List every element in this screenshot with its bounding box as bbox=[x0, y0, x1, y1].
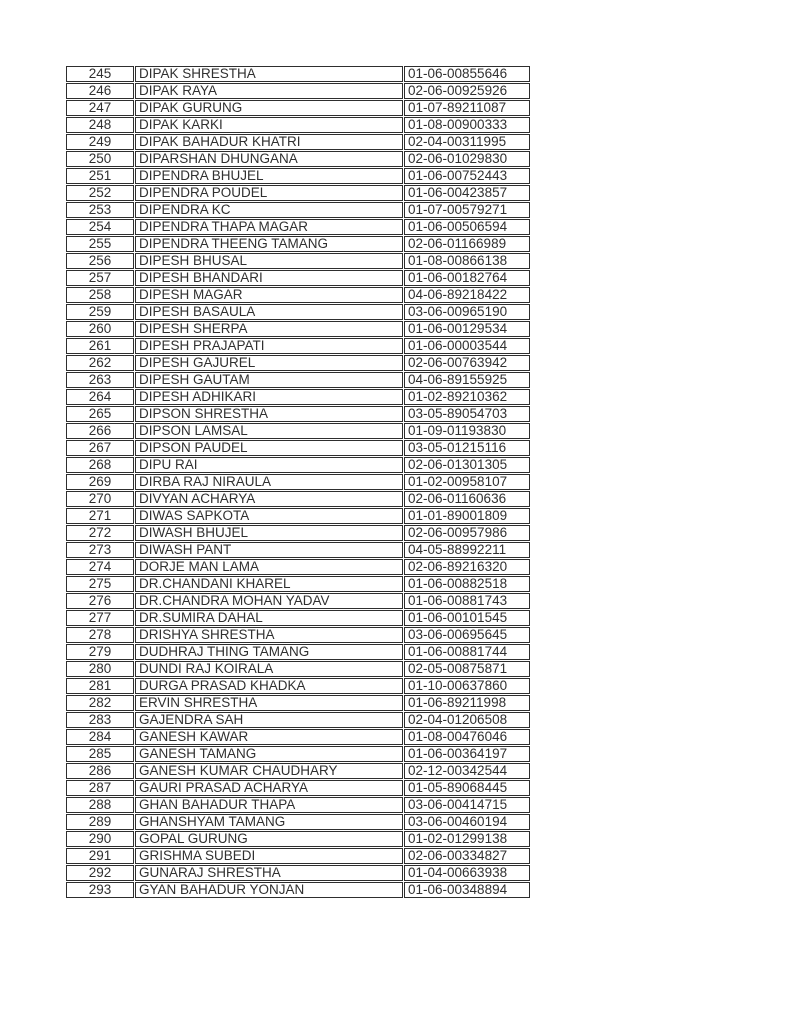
serial-cell: 289 bbox=[66, 814, 134, 830]
table-row bbox=[66, 729, 530, 745]
name-cell: DIVYAN ACHARYA bbox=[135, 491, 403, 507]
table-row bbox=[66, 661, 530, 677]
id-cell: 01-04-00663938 bbox=[404, 865, 530, 881]
name-cell: DR.CHANDANI KHAREL bbox=[135, 576, 403, 592]
serial-cell: 253 bbox=[66, 202, 134, 218]
table-row bbox=[66, 355, 530, 371]
name-cell: DIPSON LAMSAL bbox=[135, 423, 403, 439]
id-cell: 01-02-01299138 bbox=[404, 831, 530, 847]
id-cell: 04-05-88992211 bbox=[404, 542, 530, 558]
table-row bbox=[66, 865, 530, 881]
serial-cell: 285 bbox=[66, 746, 134, 762]
serial-cell: 281 bbox=[66, 678, 134, 694]
table-row bbox=[66, 559, 530, 575]
serial-cell: 251 bbox=[66, 168, 134, 184]
table-row bbox=[66, 712, 530, 728]
name-cell: DIPESH PRAJAPATI bbox=[135, 338, 403, 354]
table-row bbox=[66, 440, 530, 456]
serial-cell: 259 bbox=[66, 304, 134, 320]
serial-cell: 246 bbox=[66, 83, 134, 99]
id-cell: 01-06-00506594 bbox=[404, 219, 530, 235]
name-cell: DIPENDRA THAPA MAGAR bbox=[135, 219, 403, 235]
table-row bbox=[66, 202, 530, 218]
id-cell: 01-06-00881744 bbox=[404, 644, 530, 660]
name-cell: DIPARSHAN DHUNGANA bbox=[135, 151, 403, 167]
table-row bbox=[66, 542, 530, 558]
serial-cell: 250 bbox=[66, 151, 134, 167]
name-cell: DRISHYA SHRESTHA bbox=[135, 627, 403, 643]
table-row bbox=[66, 457, 530, 473]
id-cell: 01-07-89211087 bbox=[404, 100, 530, 116]
table-row bbox=[66, 780, 530, 796]
table-row bbox=[66, 474, 530, 490]
name-cell: GANESH KUMAR CHAUDHARY bbox=[135, 763, 403, 779]
id-cell: 01-06-00182764 bbox=[404, 270, 530, 286]
serial-cell: 274 bbox=[66, 559, 134, 575]
table-row bbox=[66, 338, 530, 354]
name-cell: DIPESH BHUSAL bbox=[135, 253, 403, 269]
serial-cell: 276 bbox=[66, 593, 134, 609]
name-cell: GUNARAJ SHRESTHA bbox=[135, 865, 403, 881]
serial-cell: 245 bbox=[66, 66, 134, 82]
id-cell: 01-09-01193830 bbox=[404, 423, 530, 439]
id-cell: 01-06-00348894 bbox=[404, 882, 530, 898]
table-row bbox=[66, 83, 530, 99]
roster-table-body bbox=[66, 66, 530, 898]
name-cell: DIPESH GAUTAM bbox=[135, 372, 403, 388]
name-cell: DIPSON PAUDEL bbox=[135, 440, 403, 456]
id-cell: 01-05-89068445 bbox=[404, 780, 530, 796]
serial-cell: 267 bbox=[66, 440, 134, 456]
serial-cell: 282 bbox=[66, 695, 134, 711]
name-cell: GAJENDRA SAH bbox=[135, 712, 403, 728]
name-cell: GOPAL GURUNG bbox=[135, 831, 403, 847]
id-cell: 01-06-00129534 bbox=[404, 321, 530, 337]
id-cell: 04-06-89218422 bbox=[404, 287, 530, 303]
serial-cell: 269 bbox=[66, 474, 134, 490]
name-cell: DIPESH BHANDARI bbox=[135, 270, 403, 286]
serial-cell: 271 bbox=[66, 508, 134, 524]
id-cell: 02-06-01160636 bbox=[404, 491, 530, 507]
name-cell: GANESH KAWAR bbox=[135, 729, 403, 745]
table-row bbox=[66, 287, 530, 303]
table-row bbox=[66, 508, 530, 524]
name-cell: DIPESH GAJUREL bbox=[135, 355, 403, 371]
name-cell: DIWASH BHUJEL bbox=[135, 525, 403, 541]
id-cell: 02-06-00957986 bbox=[404, 525, 530, 541]
serial-cell: 280 bbox=[66, 661, 134, 677]
serial-cell: 258 bbox=[66, 287, 134, 303]
id-cell: 03-05-01215116 bbox=[404, 440, 530, 456]
id-cell: 03-06-00460194 bbox=[404, 814, 530, 830]
table-row bbox=[66, 406, 530, 422]
table-row bbox=[66, 151, 530, 167]
id-cell: 01-06-00364197 bbox=[404, 746, 530, 762]
serial-cell: 262 bbox=[66, 355, 134, 371]
serial-cell: 255 bbox=[66, 236, 134, 252]
id-cell: 02-04-00311995 bbox=[404, 134, 530, 150]
serial-cell: 249 bbox=[66, 134, 134, 150]
table-row bbox=[66, 644, 530, 660]
serial-cell: 266 bbox=[66, 423, 134, 439]
id-cell: 02-06-00925926 bbox=[404, 83, 530, 99]
name-cell: GAURI PRASAD ACHARYA bbox=[135, 780, 403, 796]
name-cell: DIPENDRA KC bbox=[135, 202, 403, 218]
table-row bbox=[66, 882, 530, 898]
id-cell: 01-06-00855646 bbox=[404, 66, 530, 82]
table-row bbox=[66, 304, 530, 320]
id-cell: 03-06-00414715 bbox=[404, 797, 530, 813]
id-cell: 02-06-01301305 bbox=[404, 457, 530, 473]
id-cell: 02-06-00763942 bbox=[404, 355, 530, 371]
id-cell: 01-06-00882518 bbox=[404, 576, 530, 592]
id-cell: 01-02-00958107 bbox=[404, 474, 530, 490]
name-cell: DIRBA RAJ NIRAULA bbox=[135, 474, 403, 490]
table-row bbox=[66, 389, 530, 405]
id-cell: 02-06-89216320 bbox=[404, 559, 530, 575]
serial-cell: 279 bbox=[66, 644, 134, 660]
table-row bbox=[66, 831, 530, 847]
id-cell: 01-06-00752443 bbox=[404, 168, 530, 184]
id-cell: 01-06-00881743 bbox=[404, 593, 530, 609]
serial-cell: 275 bbox=[66, 576, 134, 592]
serial-cell: 286 bbox=[66, 763, 134, 779]
table-row bbox=[66, 797, 530, 813]
name-cell: DIPAK KARKI bbox=[135, 117, 403, 133]
id-cell: 03-06-00965190 bbox=[404, 304, 530, 320]
name-cell: ERVIN SHRESTHA bbox=[135, 695, 403, 711]
name-cell: DORJE MAN LAMA bbox=[135, 559, 403, 575]
id-cell: 01-06-00003544 bbox=[404, 338, 530, 354]
name-cell: DIPAK RAYA bbox=[135, 83, 403, 99]
serial-cell: 272 bbox=[66, 525, 134, 541]
id-cell: 04-06-89155925 bbox=[404, 372, 530, 388]
table-row bbox=[66, 491, 530, 507]
serial-cell: 264 bbox=[66, 389, 134, 405]
id-cell: 01-10-00637860 bbox=[404, 678, 530, 694]
name-cell: DIPESH SHERPA bbox=[135, 321, 403, 337]
name-cell: DIPESH BASAULA bbox=[135, 304, 403, 320]
serial-cell: 292 bbox=[66, 865, 134, 881]
serial-cell: 247 bbox=[66, 100, 134, 116]
name-cell: DIWAS SAPKOTA bbox=[135, 508, 403, 524]
name-cell: GRISHMA SUBEDI bbox=[135, 848, 403, 864]
table-row bbox=[66, 525, 530, 541]
name-cell: DIPENDRA BHUJEL bbox=[135, 168, 403, 184]
id-cell: 03-06-00695645 bbox=[404, 627, 530, 643]
table-row bbox=[66, 253, 530, 269]
name-cell: DIPAK SHRESTHA bbox=[135, 66, 403, 82]
table-row bbox=[66, 66, 530, 82]
id-cell: 01-06-89211998 bbox=[404, 695, 530, 711]
table-row bbox=[66, 117, 530, 133]
table-row bbox=[66, 372, 530, 388]
name-cell: DURGA PRASAD KHADKA bbox=[135, 678, 403, 694]
name-cell: GYAN BAHADUR YONJAN bbox=[135, 882, 403, 898]
name-cell: DR.CHANDRA MOHAN YADAV bbox=[135, 593, 403, 609]
table-row bbox=[66, 763, 530, 779]
serial-cell: 252 bbox=[66, 185, 134, 201]
serial-cell: 273 bbox=[66, 542, 134, 558]
serial-cell: 257 bbox=[66, 270, 134, 286]
name-cell: DIPAK GURUNG bbox=[135, 100, 403, 116]
name-cell: GHAN BAHADUR THAPA bbox=[135, 797, 403, 813]
id-cell: 02-12-00342544 bbox=[404, 763, 530, 779]
roster-table bbox=[65, 65, 531, 899]
table-row bbox=[66, 576, 530, 592]
serial-cell: 263 bbox=[66, 372, 134, 388]
serial-cell: 270 bbox=[66, 491, 134, 507]
name-cell: GHANSHYAM TAMANG bbox=[135, 814, 403, 830]
id-cell: 01-07-00579271 bbox=[404, 202, 530, 218]
serial-cell: 248 bbox=[66, 117, 134, 133]
id-cell: 02-06-00334827 bbox=[404, 848, 530, 864]
table-row bbox=[66, 270, 530, 286]
name-cell: DUDHRAJ THING TAMANG bbox=[135, 644, 403, 660]
table-row bbox=[66, 236, 530, 252]
table-row bbox=[66, 219, 530, 235]
name-cell: DUNDI RAJ KOIRALA bbox=[135, 661, 403, 677]
serial-cell: 290 bbox=[66, 831, 134, 847]
id-cell: 02-06-01166989 bbox=[404, 236, 530, 252]
table-row bbox=[66, 134, 530, 150]
serial-cell: 254 bbox=[66, 219, 134, 235]
id-cell: 02-05-00875871 bbox=[404, 661, 530, 677]
id-cell: 01-06-00101545 bbox=[404, 610, 530, 626]
name-cell: DIPSON SHRESTHA bbox=[135, 406, 403, 422]
name-cell: DIPENDRA POUDEL bbox=[135, 185, 403, 201]
serial-cell: 260 bbox=[66, 321, 134, 337]
name-cell: GANESH TAMANG bbox=[135, 746, 403, 762]
id-cell: 03-05-89054703 bbox=[404, 406, 530, 422]
serial-cell: 268 bbox=[66, 457, 134, 473]
table-row bbox=[66, 610, 530, 626]
table-row bbox=[66, 848, 530, 864]
table-row bbox=[66, 593, 530, 609]
serial-cell: 283 bbox=[66, 712, 134, 728]
table-row bbox=[66, 100, 530, 116]
id-cell: 01-08-00476046 bbox=[404, 729, 530, 745]
id-cell: 01-02-89210362 bbox=[404, 389, 530, 405]
table-row bbox=[66, 746, 530, 762]
name-cell: DIWASH PANT bbox=[135, 542, 403, 558]
id-cell: 01-08-00900333 bbox=[404, 117, 530, 133]
serial-cell: 265 bbox=[66, 406, 134, 422]
serial-cell: 284 bbox=[66, 729, 134, 745]
table-row bbox=[66, 185, 530, 201]
id-cell: 01-01-89001809 bbox=[404, 508, 530, 524]
name-cell: DIPAK BAHADUR KHATRI bbox=[135, 134, 403, 150]
name-cell: DIPU RAI bbox=[135, 457, 403, 473]
serial-cell: 287 bbox=[66, 780, 134, 796]
name-cell: DR.SUMIRA DAHAL bbox=[135, 610, 403, 626]
name-cell: DIPESH MAGAR bbox=[135, 287, 403, 303]
table-row bbox=[66, 627, 530, 643]
serial-cell: 293 bbox=[66, 882, 134, 898]
table-row bbox=[66, 695, 530, 711]
table-row bbox=[66, 678, 530, 694]
table-row bbox=[66, 321, 530, 337]
name-cell: DIPESH ADHIKARI bbox=[135, 389, 403, 405]
serial-cell: 256 bbox=[66, 253, 134, 269]
id-cell: 02-04-01206508 bbox=[404, 712, 530, 728]
serial-cell: 277 bbox=[66, 610, 134, 626]
id-cell: 02-06-01029830 bbox=[404, 151, 530, 167]
serial-cell: 261 bbox=[66, 338, 134, 354]
table-row bbox=[66, 168, 530, 184]
table-row bbox=[66, 423, 530, 439]
serial-cell: 288 bbox=[66, 797, 134, 813]
id-cell: 01-06-00423857 bbox=[404, 185, 530, 201]
serial-cell: 278 bbox=[66, 627, 134, 643]
serial-cell: 291 bbox=[66, 848, 134, 864]
name-cell: DIPENDRA THEENG TAMANG bbox=[135, 236, 403, 252]
table-row bbox=[66, 814, 530, 830]
id-cell: 01-08-00866138 bbox=[404, 253, 530, 269]
